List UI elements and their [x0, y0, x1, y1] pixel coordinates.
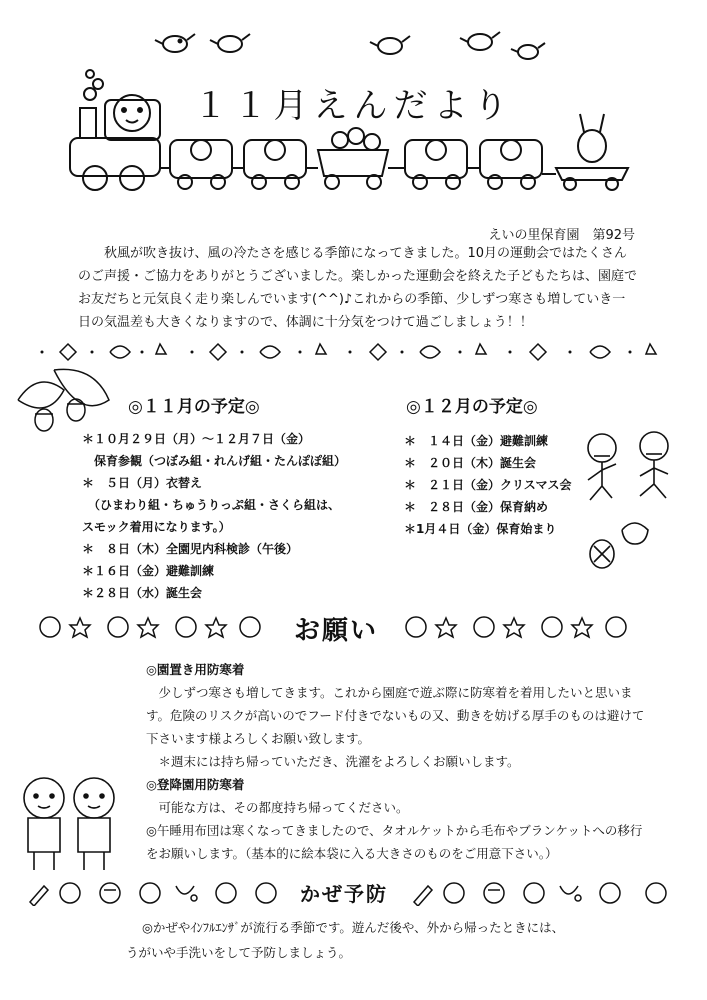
kaze-heading: かぜ予防: [300, 882, 388, 906]
bird-icon: [370, 36, 410, 54]
onegai-sub1: ◎園置き用防寒着: [146, 662, 245, 677]
bird-icon: [460, 32, 500, 50]
onegai-p2: 可能な方は、その都度持ち帰ってください。: [158, 800, 409, 815]
kaze-divider-left: [26, 880, 286, 910]
list-item: ＊ １４日（金）避難訓練: [404, 434, 549, 448]
list-item: ＊1月４日（金）保育始まり: [404, 522, 557, 536]
list-item: スモック着用になります。）: [82, 520, 231, 534]
list-item: ＊ ２８日（金）保育納め: [404, 500, 549, 514]
dec-schedule-heading: ◎１２月の予定◎: [406, 397, 538, 417]
list-item: ＊ ２１日（金）クリスマス会: [404, 478, 572, 492]
medical-face-icon: [26, 880, 286, 906]
list-item: ＊ ８日（木）全園児内科検診（午後）: [82, 542, 299, 556]
bird-icon: [511, 43, 545, 59]
page-title: １１月えんだより: [193, 86, 514, 126]
dec-schedule-list: [404, 430, 572, 540]
list-item: （ひまわり組・ちゅうりっぷ組・さくら組は、: [82, 498, 341, 512]
onegai-divider-left: [36, 614, 276, 644]
onegai-p1-note: ＊週末には持ち帰っていただき、洗濯をよろしくお願いします。: [158, 754, 520, 769]
onegai-sub2: ◎登降園用防寒着: [146, 777, 245, 792]
nov-schedule-heading: ◎１１月の予定◎: [128, 397, 260, 417]
intro-paragraph: 秋風が吹き抜け、風の冷たさを感じる季節になってきました。10月の運動会ではたくさんのご声援・ご協力をありがとうございました。楽しかった運動会を終えた子どもたちは、園庭でお友だちと元気良く走り楽しんでいます(^^)♪これからの季節、少しずつ寒さも増していき一日の気温差も大きくなりますので、体調に十分気をつけて過ごしましょう！！: [78, 246, 638, 330]
nov-schedule-list: [82, 428, 346, 604]
onegai-heading: お願い: [294, 616, 379, 646]
bird-icon: [210, 34, 250, 52]
list-item: ＊１０月２９日（月）～１２月７日（金）: [82, 432, 311, 446]
onegai-p1: 少しずつ寒さも増してきます。これから園庭で遊ぶ際に防寒着を着用したいと思います。危険のリスクが高いのでフード付きでないもの又、動きを妨げる厚手のものは避けて下さいます様よろしくお願い致します。: [146, 685, 645, 746]
publisher-issue: えいの里保育園 第92号: [488, 228, 635, 243]
leaf-icon: [30, 338, 680, 364]
list-item: ＊２８日（水）誕生会: [82, 586, 203, 600]
leaf-divider: [30, 338, 680, 368]
kaze-divider-right: [410, 880, 680, 910]
face-star-icon: [36, 614, 276, 640]
onegai-p3: ◎午睡用布団は寒くなってきましたので、タオルケットから毛布やブランケットへの移行をお願いします。（基本的に絵本袋に入る大きさのものをご用意下さい。）: [146, 823, 643, 861]
kaze-p2: うがいや手洗いをして予防しましょう。: [126, 945, 352, 960]
list-item: ＊１６日（金）避難訓練: [82, 564, 215, 578]
list-item: 保育参観（つぼみ組・れんげ組・たんぽぽ組）: [82, 454, 347, 468]
list-item: ＊ ５日（月）衣替え: [82, 476, 203, 490]
medical-face-icon: [410, 880, 680, 906]
bird-icon: [155, 34, 195, 52]
kids-running-illustration: [572, 430, 692, 580]
face-star-icon: [402, 614, 642, 640]
list-item: ＊ ２０日（木）誕生会: [404, 456, 537, 470]
kaze-p1: ◎かぜやｲﾝﾌﾙｴﾝｻﾞが流行る季節です。遊んだ後や、外から帰ったときには、: [142, 920, 565, 935]
kids-coats-illustration: [14, 770, 124, 880]
onegai-divider-right: [402, 614, 642, 644]
